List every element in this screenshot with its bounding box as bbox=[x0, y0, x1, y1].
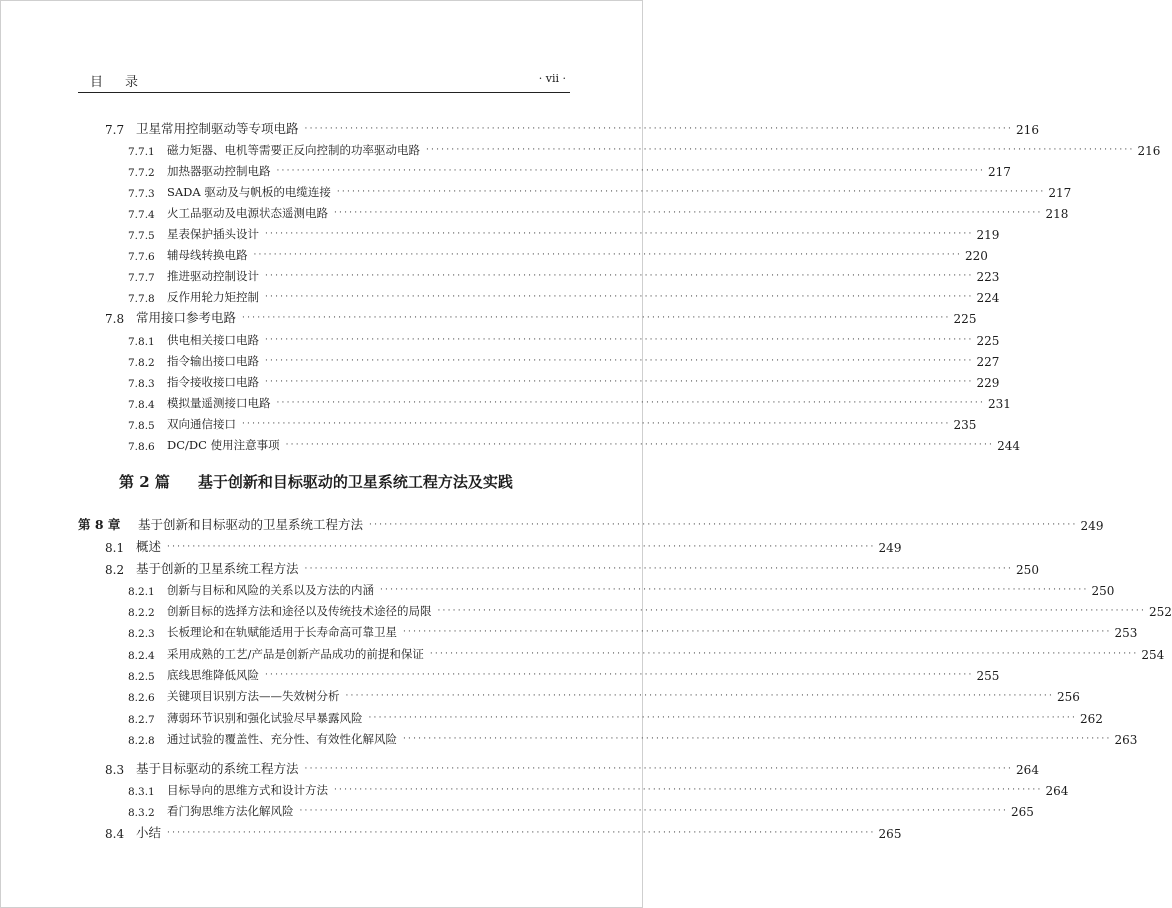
part-title: 基于创新和目标驱动的卫星系统工程方法及实践 bbox=[197, 473, 513, 491]
entry-title: 长板理论和在轨赋能适用于长寿命高可靠卫星 bbox=[167, 625, 397, 639]
dot-leader: ············································································································································ bbox=[265, 292, 974, 302]
entry-number: 7.8.3 bbox=[128, 378, 155, 390]
dot-leader: ············································································································································ bbox=[429, 649, 1139, 659]
toc-subsection-entry[interactable] bbox=[128, 663, 1000, 683]
entry-title: 小结 bbox=[136, 825, 162, 840]
toc-subsection-entry[interactable] bbox=[128, 578, 1115, 598]
dot-leader: ············································································································································ bbox=[276, 166, 986, 176]
entry-number: 7.7.3 bbox=[128, 188, 155, 200]
entry-number: 第 8 章 bbox=[78, 517, 121, 532]
entry-number: 8.2 bbox=[105, 563, 125, 577]
dot-leader: ············································································································································ bbox=[299, 806, 1009, 816]
entry-number: 7.7.5 bbox=[128, 230, 155, 242]
entry-number: 7.8.1 bbox=[128, 336, 155, 348]
entry-title: 概述 bbox=[136, 539, 162, 554]
entry-page-number: 224 bbox=[976, 291, 1000, 305]
dot-leader: ············································································································································ bbox=[437, 606, 1147, 616]
toc-subsection-entry[interactable] bbox=[128, 620, 1138, 640]
entry-page-number: 216 bbox=[1137, 144, 1161, 158]
entry-number: 8.2.6 bbox=[128, 692, 155, 704]
entry-page-number: 223 bbox=[976, 270, 1000, 284]
entry-page-number: 253 bbox=[1114, 626, 1138, 640]
entry-page-number: 256 bbox=[1057, 690, 1080, 704]
toc-section-entry[interactable] bbox=[105, 117, 1039, 137]
toc-subsection-entry[interactable] bbox=[128, 349, 1000, 369]
entry-page-number: 264 bbox=[1045, 784, 1069, 798]
entry-number: 8.2.8 bbox=[128, 735, 155, 747]
dot-leader: ············································································································································ bbox=[380, 585, 1089, 595]
entry-title: 模拟量遥测接口电路 bbox=[167, 396, 271, 410]
entry-page-number: 249 bbox=[878, 541, 902, 555]
toc-section-entry[interactable] bbox=[105, 821, 902, 841]
toc-subsection-entry[interactable] bbox=[128, 778, 1069, 798]
entry-title: 推进驱动控制设计 bbox=[167, 269, 259, 283]
entry-number: 8.2.2 bbox=[128, 607, 155, 619]
dot-leader: ············································································································································ bbox=[403, 734, 1112, 744]
dot-leader: ············································································································································ bbox=[265, 335, 974, 345]
entry-number: 8.2.4 bbox=[128, 650, 155, 662]
part-heading bbox=[119, 471, 513, 495]
entry-number: 8.2.1 bbox=[128, 586, 155, 598]
entry-title: 加热器驱动控制电路 bbox=[167, 164, 271, 178]
entry-page-number: 252 bbox=[1149, 605, 1172, 619]
dot-leader: ············································································································································ bbox=[334, 785, 1043, 795]
entry-number: 7.7.4 bbox=[128, 209, 155, 221]
toc-subsection-entry[interactable] bbox=[128, 243, 988, 263]
entry-number: 8.2.5 bbox=[128, 671, 155, 683]
entry-number: 7.7.7 bbox=[128, 272, 155, 284]
dot-leader: ············································································································································ bbox=[304, 564, 1014, 574]
entry-title: 目标导向的思维方式和设计方法 bbox=[167, 783, 328, 797]
entry-page-number: 229 bbox=[976, 376, 1000, 390]
part-label: 第 2 篇 bbox=[119, 473, 170, 491]
toc-section-entry[interactable] bbox=[105, 757, 1039, 777]
dot-leader: ············································································································································ bbox=[345, 691, 1055, 701]
entry-number: 8.2.7 bbox=[128, 714, 155, 726]
dot-leader: ············································································································································ bbox=[265, 229, 974, 239]
toc-subsection-entry[interactable] bbox=[128, 684, 1080, 704]
toc-subsection-entry[interactable] bbox=[128, 222, 1000, 242]
entry-number: 7.8.6 bbox=[128, 441, 155, 453]
dot-leader: ············································································································································ bbox=[285, 440, 995, 450]
entry-number: 8.3.2 bbox=[128, 807, 155, 819]
dot-leader: ············································································································································ bbox=[368, 713, 1078, 723]
dot-leader: ············································································································································ bbox=[334, 208, 1043, 218]
entry-page-number: 265 bbox=[878, 827, 902, 841]
entry-page-number: 218 bbox=[1045, 207, 1069, 221]
dot-leader: ············································································································································ bbox=[242, 419, 951, 429]
entry-title: 通过试验的覆盖性、充分性、有效性化解风险 bbox=[167, 732, 397, 746]
entry-title: 供电相关接口电路 bbox=[167, 333, 259, 347]
entry-page-number: 249 bbox=[1080, 519, 1104, 533]
entry-title: 底线思维降低风险 bbox=[167, 668, 259, 682]
dot-leader: ············································································································································ bbox=[369, 520, 1078, 530]
toc-subsection-entry[interactable] bbox=[128, 264, 1000, 284]
entry-page-number: 235 bbox=[953, 418, 977, 432]
toc-section-entry[interactable] bbox=[105, 306, 977, 326]
entry-title: 关键项目识别方法——失效树分析 bbox=[167, 689, 340, 703]
dot-leader: ············································································································································ bbox=[426, 145, 1135, 155]
entry-page-number: 244 bbox=[997, 439, 1021, 453]
toc-chapter-entry[interactable] bbox=[78, 513, 1104, 533]
toc-subsection-entry[interactable] bbox=[128, 599, 1172, 619]
entry-page-number: 250 bbox=[1016, 563, 1039, 577]
toc-section-entry[interactable] bbox=[105, 557, 1039, 577]
entry-number: 8.3 bbox=[105, 763, 125, 777]
toc-subsection-entry[interactable] bbox=[128, 138, 1161, 158]
toc-section-entry[interactable] bbox=[105, 535, 902, 555]
entry-title: 基于目标驱动的系统工程方法 bbox=[136, 761, 299, 776]
entry-number: 8.4 bbox=[105, 827, 125, 841]
entry-number: 7.7.2 bbox=[128, 167, 155, 179]
header-page-number: · vii · bbox=[538, 72, 566, 85]
entry-number: 8.2.3 bbox=[128, 628, 155, 640]
entry-page-number: 217 bbox=[1048, 186, 1072, 200]
dot-leader: ············································································································································ bbox=[304, 124, 1014, 134]
entry-title: 双向通信接口 bbox=[167, 417, 236, 431]
entry-number: 7.8.2 bbox=[128, 357, 155, 369]
dot-leader: ············································································································································ bbox=[265, 377, 974, 387]
entry-title: 火工品驱动及电源状态遥测电路 bbox=[167, 206, 328, 220]
running-header bbox=[78, 71, 570, 91]
dot-leader: ············································································································································ bbox=[265, 271, 974, 281]
entry-title: 采用成熟的工艺/产品是创新产品成功的前提和保证 bbox=[167, 647, 424, 661]
dot-leader: ············································································································································ bbox=[265, 356, 974, 366]
toc-subsection-entry[interactable] bbox=[128, 412, 977, 432]
entry-page-number: 255 bbox=[976, 669, 1000, 683]
entry-page-number: 231 bbox=[988, 397, 1011, 411]
toc-subsection-entry[interactable] bbox=[128, 706, 1103, 726]
entry-title: 辅母线转换电路 bbox=[167, 248, 248, 262]
entry-number: 7.7.8 bbox=[128, 293, 155, 305]
entry-page-number: 227 bbox=[976, 355, 1000, 369]
dot-leader: ············································································································································ bbox=[167, 542, 876, 552]
toc-subsection-entry[interactable] bbox=[128, 642, 1165, 662]
dot-leader: ············································································································································ bbox=[167, 828, 876, 838]
entry-number: 7.7.1 bbox=[128, 146, 155, 158]
dot-leader: ············································································································································ bbox=[403, 627, 1112, 637]
entry-page-number: 254 bbox=[1141, 648, 1165, 662]
entry-page-number: 225 bbox=[976, 334, 1000, 348]
entry-title: 看门狗思维方法化解风险 bbox=[167, 804, 294, 818]
entry-number: 7.8.5 bbox=[128, 420, 155, 432]
dot-leader: ············································································································································ bbox=[265, 670, 974, 680]
entry-title: 卫星常用控制驱动等专项电路 bbox=[136, 121, 299, 136]
entry-page-number: 219 bbox=[976, 228, 1000, 242]
dot-leader: ············································································································································ bbox=[304, 764, 1014, 774]
entry-page-number: 216 bbox=[1016, 123, 1039, 137]
toc-subsection-entry[interactable] bbox=[128, 180, 1072, 200]
entry-title: 基于创新和目标驱动的卫星系统工程方法 bbox=[138, 517, 364, 532]
toc-subsection-entry[interactable] bbox=[128, 285, 1000, 305]
entry-number: 7.7.6 bbox=[128, 251, 155, 263]
entry-number: 8.1 bbox=[105, 541, 125, 555]
entry-page-number: 262 bbox=[1080, 712, 1103, 726]
toc-subsection-entry[interactable] bbox=[128, 159, 1011, 179]
toc-subsection-entry[interactable] bbox=[128, 799, 1034, 819]
entry-title: DC/DC 使用注意事项 bbox=[167, 438, 280, 452]
entry-page-number: 220 bbox=[965, 249, 988, 263]
dot-leader: ············································································································································ bbox=[276, 398, 986, 408]
toc-subsection-entry[interactable] bbox=[128, 727, 1138, 747]
dot-leader: ············································································································································ bbox=[253, 250, 963, 260]
header-title: 目录 bbox=[90, 75, 161, 90]
entry-page-number: 250 bbox=[1091, 584, 1115, 598]
entry-title: SADA 驱动及与帆板的电缆连接 bbox=[167, 185, 331, 199]
entry-title: 创新与目标和风险的关系以及方法的内涵 bbox=[167, 583, 374, 597]
toc-subsection-entry[interactable] bbox=[128, 328, 1000, 348]
dot-leader: ············································································································································ bbox=[336, 187, 1046, 197]
entry-title: 反作用轮力矩控制 bbox=[167, 290, 259, 304]
toc-subsection-entry[interactable] bbox=[128, 391, 1011, 411]
entry-number: 7.8.4 bbox=[128, 399, 155, 411]
toc-subsection-entry[interactable] bbox=[128, 433, 1021, 453]
entry-number: 8.3.1 bbox=[128, 786, 155, 798]
entry-page-number: 217 bbox=[988, 165, 1011, 179]
toc-subsection-entry[interactable] bbox=[128, 201, 1069, 221]
entry-title: 磁力矩器、电机等需要正反向控制的功率驱动电路 bbox=[167, 143, 420, 157]
toc-subsection-entry[interactable] bbox=[128, 370, 1000, 390]
entry-number: 7.8 bbox=[105, 312, 125, 326]
entry-title: 指令接收接口电路 bbox=[167, 375, 259, 389]
entry-page-number: 263 bbox=[1114, 733, 1138, 747]
entry-title: 星表保护插头设计 bbox=[167, 227, 259, 241]
entry-title: 指令输出接口电路 bbox=[167, 354, 259, 368]
entry-page-number: 225 bbox=[953, 312, 977, 326]
entry-title: 常用接口参考电路 bbox=[136, 310, 237, 325]
entry-title: 基于创新的卫星系统工程方法 bbox=[136, 561, 299, 576]
entry-title: 创新目标的选择方法和途径以及传统技术途径的局限 bbox=[167, 604, 432, 618]
entry-page-number: 264 bbox=[1016, 763, 1039, 777]
dot-leader: ············································································································································ bbox=[242, 313, 951, 323]
entry-title: 薄弱环节识别和强化试验尽早暴露风险 bbox=[167, 711, 363, 725]
entry-page-number: 265 bbox=[1011, 805, 1034, 819]
header-rule bbox=[78, 92, 570, 93]
entry-number: 7.7 bbox=[105, 123, 125, 137]
